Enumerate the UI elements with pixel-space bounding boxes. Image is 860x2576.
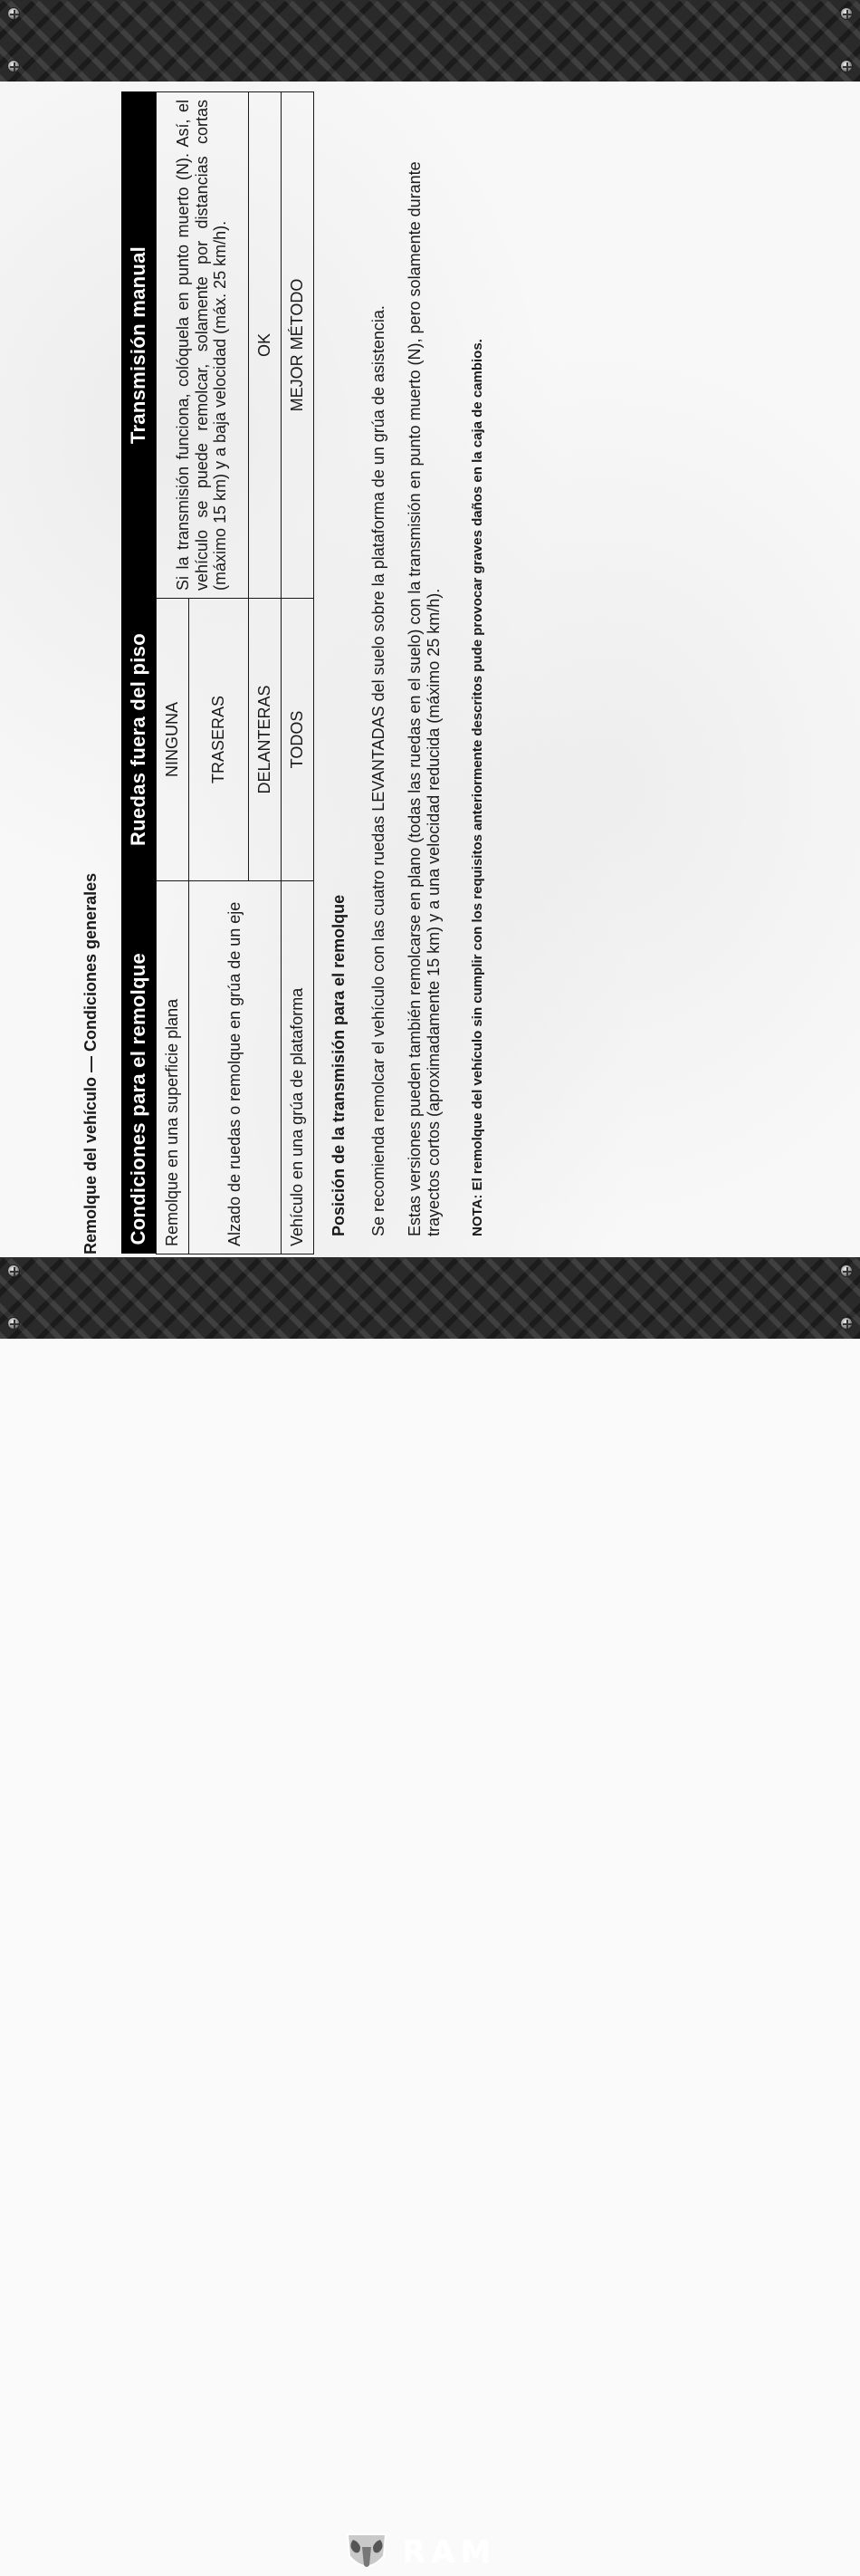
table-cell: MEJOR MÉTODO — [281, 92, 313, 599]
table-cell: Vehículo en una grúa de plataforma — [281, 881, 313, 1254]
section-title: Remolque del vehículo — Condiciones generales — [81, 872, 100, 1254]
table-cell: Alzado de ruedas o remolque en grúa de un eje — [188, 881, 281, 1254]
brand-wordmark: RAM — [402, 2534, 497, 2571]
ram-logo — [344, 2529, 496, 2576]
ram-head-icon — [344, 2529, 389, 2576]
towing-table — [121, 91, 314, 1254]
table-cell: NINGUNA — [156, 599, 188, 881]
table-cell: Remolque en una superficie plana — [156, 881, 188, 1254]
rotated-content — [81, 86, 507, 1254]
screw-icon — [840, 1264, 853, 1277]
table-cell: Si la transmisión funciona, colóquela en punto muerto (N). Así, el vehículo se puede remolcar, solamente por distancias cortas (máximo 15 km) y a baja velocidad (máx. 25 km/h). — [156, 92, 248, 599]
paragraph: Estas versiones pueden también remolcarse en plano (todas las ruedas en el suelo) con la transmisión en punto muerto (N), pero solamente durante trayectos cortos (aproximadamente 15 km) y a una velocidad reducida (máximo 25 km/h). — [406, 161, 443, 1236]
column-header: Ruedas fuera del piso — [121, 599, 156, 881]
paragraph: Se recomienda remolcar el vehículo con las cuatro ruedas LEVANTADAS del suelo sobre la plataforma de un grúa de asistencia. — [369, 305, 387, 1236]
table-cell: TODOS — [281, 599, 313, 881]
table-row — [281, 92, 313, 1254]
table-header-row — [121, 92, 156, 1254]
subsection-title: Posición de la transmisión para el remolque — [330, 894, 348, 1236]
screw-icon — [840, 1317, 853, 1330]
screw-icon — [840, 60, 853, 72]
column-header: Condiciones para el remolque — [121, 881, 156, 1254]
table-cell: DELANTERAS — [248, 599, 281, 881]
note — [469, 113, 487, 1236]
bottom-diamond-plate — [0, 1257, 860, 2571]
table-cell: OK — [248, 92, 281, 599]
note-label: NOTA: — [470, 1194, 485, 1236]
screw-icon — [7, 7, 20, 20]
top-diamond-plate — [0, 0, 860, 82]
screw-icon — [840, 7, 853, 20]
screw-icon — [7, 60, 20, 72]
note-text: El remolque del vehículo sin cumplir con los requisitos anteriormente descritos pude provocar graves daños en la caja de cambios. — [470, 339, 485, 1195]
column-header: Transmisión manual — [121, 92, 156, 599]
table-cell: TRASERAS — [188, 599, 248, 881]
screw-icon — [7, 1317, 20, 1330]
screw-icon — [7, 1264, 20, 1277]
table-row — [156, 92, 188, 1254]
